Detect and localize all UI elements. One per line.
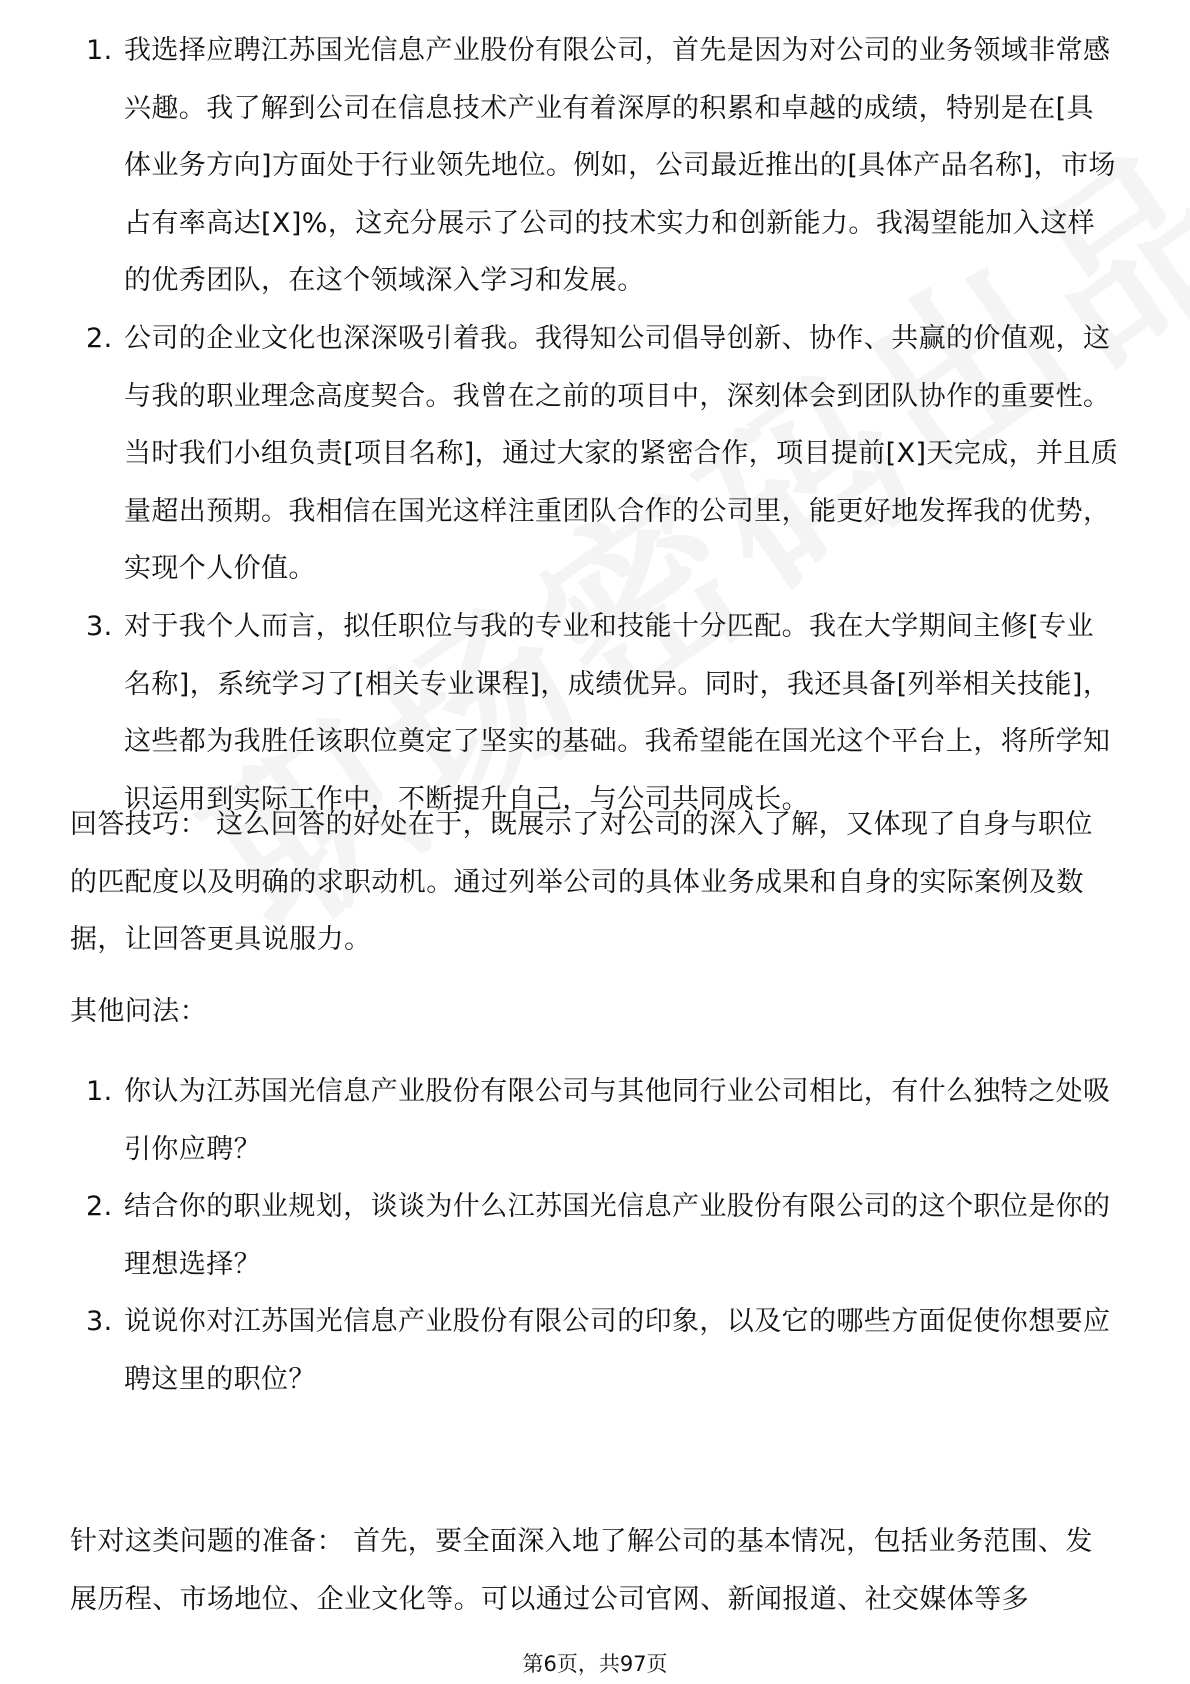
list-item xyxy=(80,310,1120,598)
list-number: 1. xyxy=(86,1076,113,1107)
list-item xyxy=(80,22,1120,310)
list-item xyxy=(80,1178,1120,1293)
page-number: 第6页，共97页 xyxy=(522,1652,668,1676)
answer-list xyxy=(80,22,1120,828)
list-item-text: 我选择应聘江苏国光信息产业股份有限公司，首先是因为对公司的业务领域非常感兴趣。我了解到公司在信息技术产业有着深厚的积累和卓越的成绩，特别是在[具体业务方向]方面处于行业领先地位。例如，公司最近推出的[具体产品名称]，市场占有率高达[X]%，这充分展示了公司的技术实力和创新能力。我渴望能加入这样的优秀团队，在这个领域深入学习和发展。 xyxy=(124,35,1116,297)
list-number: 2. xyxy=(86,1191,113,1223)
list-item-text: 你认为江苏国光信息产业股份有限公司与其他同行业公司相比，有什么独特之处吸引你应聘？ xyxy=(124,1076,1111,1165)
other-questions-list xyxy=(80,1063,1120,1409)
list-number: 3. xyxy=(86,610,113,642)
list-item-text: 结合你的职业规划，谈谈为什么江苏国光信息产业股份有限公司的这个职位是你的理想选择？ xyxy=(124,1191,1111,1280)
list-item-text: 说说你对江苏国光信息产业股份有限公司的印象，以及它的哪些方面促使你想要应聘这里的职位？ xyxy=(124,1306,1111,1395)
list-item-text: 公司的企业文化也深深吸引着我。我得知公司倡导创新、协作、共赢的价值观，这与我的职业理念高度契合。我曾在之前的项目中，深刻体会到团队协作的重要性。当时我们小组负责[项目名称]，通过大家的紧密合作，项目提前[X]天完成，并且质量超出预期。我相信在国光这样注重团队合作的公司里，能更好地发挥我的优势，实现个人价值。 xyxy=(124,322,1119,585)
list-item-text: 对于我个人而言，拟任职位与我的专业和技能十分匹配。我在大学期间主修[专业名称]，系统学习了[相关专业课程]，成绩优异。同时，我还具备[列举相关技能]，这些都为我胜任该职位奠定了坚实的基础。我希望能在国光这个平台上，将所学知识运用到实际工作中，不断提升自己，与公司共同成长。 xyxy=(124,610,1111,815)
list-item xyxy=(80,1063,1120,1178)
other-questions-heading: 其他问法： xyxy=(70,996,207,1027)
list-item xyxy=(80,598,1120,828)
list-item xyxy=(80,1293,1120,1408)
list-number: 1. xyxy=(86,35,113,66)
answer-tips: 回答技巧： 这么回答的好处在于，既展示了对公司的深入了解，又体现了自身与职位的匹配度以及明确的求职动机。通过列举公司的具体业务成果和自身的实际案例及数据，让回答更具说服力。 xyxy=(70,809,1093,956)
list-number: 3. xyxy=(86,1306,113,1338)
list-number: 2. xyxy=(86,322,113,354)
preparation-paragraph: 针对这类问题的准备： 首先，要全面深入地了解公司的基本情况，包括业务范围、发展历程、市场地位、企业文化等。可以通过公司官网、新闻报道、社交媒体等多 xyxy=(70,1526,1093,1615)
